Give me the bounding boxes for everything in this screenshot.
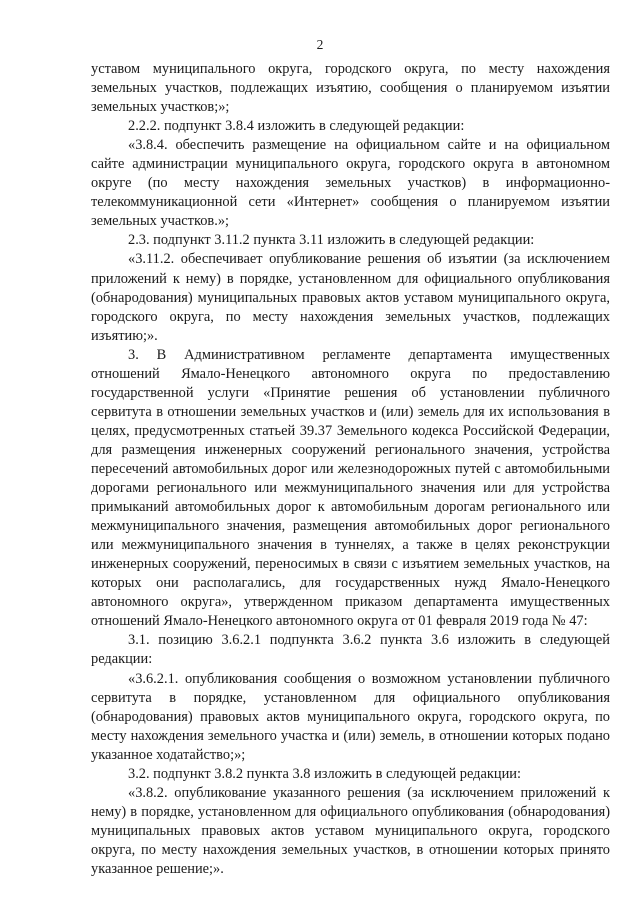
page-number: 2 [316, 37, 324, 52]
paragraph-continuation: уставом муниципального округа, городского округа, по месту нахождения земельных участков, подлежащих изъятию, сообщения о планируемом изъятии земельных участков;»; [91, 61, 610, 116]
paragraph-3-6-2-1-text: «3.6.2.1. опубликования сообщения о возможном установлении публичного сервитута в порядке, установленном для официального опубликования (обнародования) правовых актов муниципального округа, городского округа, по месту нахождения земельного участка и (или) земель, в отношении которых подано указанное ходатайство;»; [91, 670, 610, 763]
paragraph-2-3: 2.3. подпункт 3.11.2 пункта 3.11 изложить в следующей редакции: [128, 232, 535, 249]
paragraph-3-11-2-text: «3.11.2. обеспечивает опубликование решения об изъятии (за исключением приложений к нему) в порядке, установленном для официального опубликования (обнародования) муниципальных правовых актов уставом муниципального округа, городского округа, по месту нахождения земельных участков, подлежащих изъятию;». [91, 251, 610, 344]
paragraph-3-8-2-text: «3.8.2. опубликование указанного решения (за исключением приложений к нему) в порядке, установленном для официального опубликования (обнародования) муниципальных правовых актов уставом муниципального округа, городского округа, по месту нахождения земельных участков, в отношении которых принято указанное решение;». [91, 784, 610, 877]
paragraph-3-8-4-text: «3.8.4. обеспечить размещение на официальном сайте и на официальном сайте администрации муниципального округа, городского округа в автономном округе (по месту нахождения земельных участков) в информационно-телекоммуникационной сети «Интернет» сообщения о планируемом изъятии земельных участков.»; [91, 137, 610, 230]
paragraph-3-2: 3.2. подпункт 3.8.2 пункта 3.8 изложить в следующей редакции: [128, 765, 521, 782]
document-body [91, 60, 610, 879]
paragraph-3: 3. В Административном регламенте департамента имущественных отношений Ямало-Ненецкого автономного округа по предоставлению государственной услуги «Принятие решения об установлении публичного сервитута в отношении земельных участков и (или) земель для их использования в целях, предусмотренных статьей 39.37 Земельного кодекса Российской Федерации, для размещения инженерных сооружений регионального значения, устройства пересечений автомобильных дорог или железнодорожных путей с автомобильными дорогами регионального или межмуниципального значения или для устройства примыканий автомобильных дорог к автомобильным дорогам регионального или межмуниципального значения, размещения автомобильных дорог регионального или межмуниципального значения в туннелях, а также в целях реконструкции инженерных сооружений, переносимых в связи с изъятием земельных участков, на которых они располагались, для государственных нужд Ямало-Ненецкого автономного округа», утвержденном приказом департамента имущественных отношений Ямало-Ненецкого автономного округа от 01 февраля 2019 года № 47: [91, 346, 610, 630]
paragraph-3-1: 3.1. позицию 3.6.2.1 подпункта 3.6.2 пункта 3.6 изложить в следующей редакции: [91, 632, 610, 668]
paragraph-2-2-2: 2.2.2. подпункт 3.8.4 изложить в следующей редакции: [128, 118, 465, 135]
